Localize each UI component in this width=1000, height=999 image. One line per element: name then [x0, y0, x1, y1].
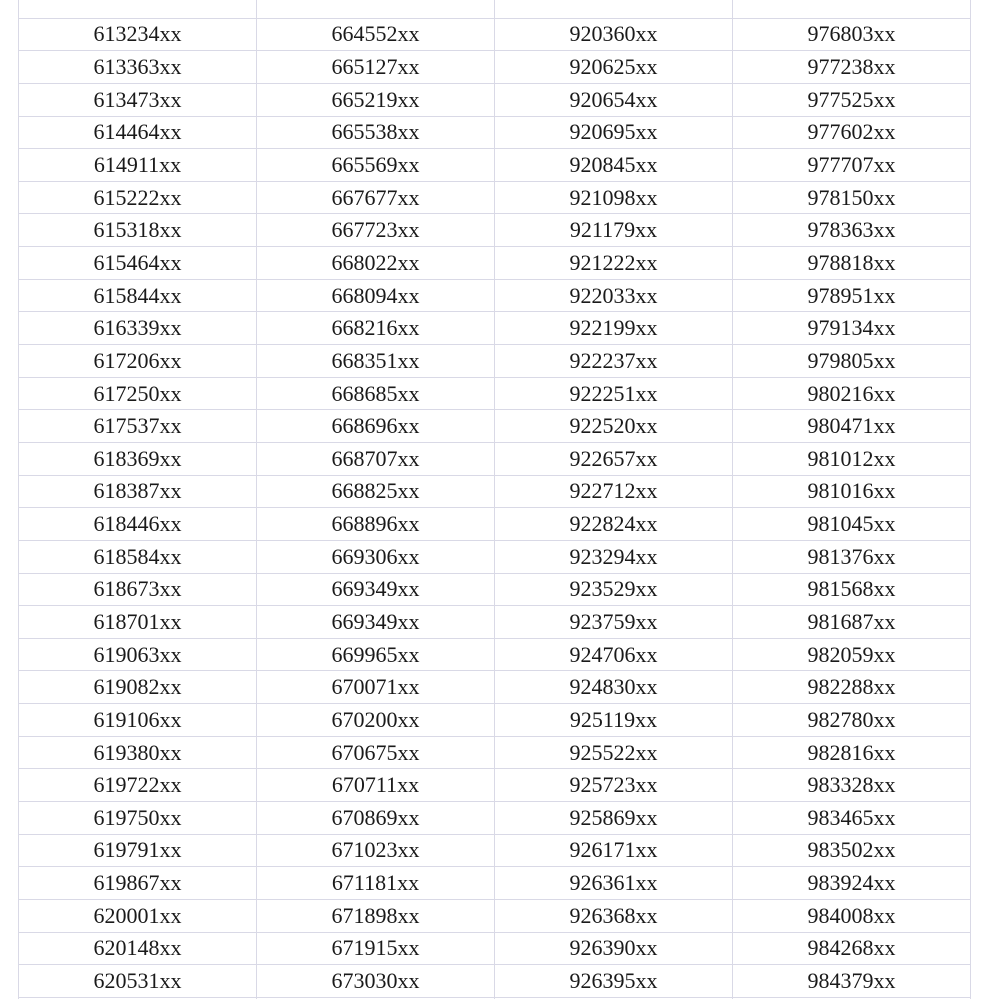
table-cell: 668022xx [257, 247, 495, 280]
table-cell: 926171xx [495, 834, 733, 867]
table-cell: 921098xx [495, 181, 733, 214]
table-cell: 615844xx [19, 279, 257, 312]
table-cell: 981568xx [733, 573, 971, 606]
table-cell: 922199xx [495, 312, 733, 345]
table-cell: 979805xx [733, 345, 971, 378]
table-cell: 619106xx [19, 704, 257, 737]
table-cell: 920654xx [495, 83, 733, 116]
table-cell: 620531xx [19, 965, 257, 998]
table-cell: 921179xx [495, 214, 733, 247]
table-cell: 981045xx [733, 508, 971, 541]
table-cell: 618446xx [19, 508, 257, 541]
table-cell: 922237xx [495, 345, 733, 378]
table-cell: 617206xx [19, 345, 257, 378]
table-cell: 616339xx [19, 312, 257, 345]
table-cell: 977602xx [733, 116, 971, 149]
table-cell: 922251xx [495, 377, 733, 410]
table-cell: 984268xx [733, 932, 971, 965]
table-cell: 671181xx [257, 867, 495, 900]
table-cell: 984379xx [733, 965, 971, 998]
table-cell: 618369xx [19, 442, 257, 475]
table-row [19, 312, 971, 345]
table-cell: 978150xx [733, 181, 971, 214]
table-cell: 669349xx [257, 606, 495, 639]
table-cell: 925119xx [495, 704, 733, 737]
table-cell: 980471xx [733, 410, 971, 443]
table-cell: 667723xx [257, 214, 495, 247]
table-cell: 982780xx [733, 704, 971, 737]
table-row [19, 965, 971, 998]
table-cell: 669306xx [257, 540, 495, 573]
table-cell: 983502xx [733, 834, 971, 867]
table-cell: 664552xx [257, 18, 495, 51]
table-cell: 925522xx [495, 736, 733, 769]
table-row [19, 214, 971, 247]
table-cell: 978818xx [733, 247, 971, 280]
table-cell: 983328xx [733, 769, 971, 802]
table-cell: 614464xx [19, 116, 257, 149]
table-cell [733, 0, 971, 18]
table-cell: 982816xx [733, 736, 971, 769]
table-cell: 670675xx [257, 736, 495, 769]
table-cell: 618673xx [19, 573, 257, 606]
table-row [19, 149, 971, 182]
table-cell: 618701xx [19, 606, 257, 639]
table-cell: 619722xx [19, 769, 257, 802]
table-row [19, 279, 971, 312]
table-cell: 619750xx [19, 802, 257, 835]
table-cell: 978951xx [733, 279, 971, 312]
table-cell: 925723xx [495, 769, 733, 802]
table-cell: 921222xx [495, 247, 733, 280]
table-cell: 980216xx [733, 377, 971, 410]
table-cell: 922824xx [495, 508, 733, 541]
table-cell: 668216xx [257, 312, 495, 345]
table-cell: 668094xx [257, 279, 495, 312]
table-cell [19, 0, 257, 18]
table-cell: 667677xx [257, 181, 495, 214]
table-cell: 671898xx [257, 899, 495, 932]
table-cell: 979134xx [733, 312, 971, 345]
table-cell: 922712xx [495, 475, 733, 508]
table-cell: 668685xx [257, 377, 495, 410]
table-cell: 671915xx [257, 932, 495, 965]
table-row [19, 410, 971, 443]
table-row [19, 508, 971, 541]
table-row [19, 377, 971, 410]
table-cell: 668825xx [257, 475, 495, 508]
table-cell: 671023xx [257, 834, 495, 867]
table-cell: 981376xx [733, 540, 971, 573]
table-cell: 665219xx [257, 83, 495, 116]
table-cell: 926390xx [495, 932, 733, 965]
table-cell: 670869xx [257, 802, 495, 835]
table-row-partial [19, 0, 971, 18]
table-cell: 920695xx [495, 116, 733, 149]
table-cell: 668351xx [257, 345, 495, 378]
table-row [19, 638, 971, 671]
table-cell: 620001xx [19, 899, 257, 932]
table-cell: 665569xx [257, 149, 495, 182]
table-cell: 977238xx [733, 51, 971, 84]
table-row [19, 834, 971, 867]
number-table [18, 0, 971, 999]
table-cell: 926368xx [495, 899, 733, 932]
table-row [19, 442, 971, 475]
table-cell: 922520xx [495, 410, 733, 443]
table-row [19, 736, 971, 769]
table-cell: 981012xx [733, 442, 971, 475]
table-cell: 922033xx [495, 279, 733, 312]
table-cell: 665538xx [257, 116, 495, 149]
table-row [19, 704, 971, 737]
table-cell: 613363xx [19, 51, 257, 84]
table-row [19, 606, 971, 639]
table-cell: 613234xx [19, 18, 257, 51]
table-row [19, 475, 971, 508]
table-row [19, 51, 971, 84]
table-row [19, 573, 971, 606]
table-cell: 619380xx [19, 736, 257, 769]
table-row [19, 247, 971, 280]
table-cell: 669965xx [257, 638, 495, 671]
table-cell: 668696xx [257, 410, 495, 443]
table-cell: 923294xx [495, 540, 733, 573]
table-cell: 981687xx [733, 606, 971, 639]
table-row [19, 181, 971, 214]
table-cell: 619791xx [19, 834, 257, 867]
table-cell: 925869xx [495, 802, 733, 835]
table-cell: 982288xx [733, 671, 971, 704]
table-row [19, 899, 971, 932]
table-cell: 668896xx [257, 508, 495, 541]
table-cell: 976803xx [733, 18, 971, 51]
table-cell: 983465xx [733, 802, 971, 835]
table-row [19, 540, 971, 573]
table-cell: 920625xx [495, 51, 733, 84]
table-cell: 620148xx [19, 932, 257, 965]
table-row [19, 345, 971, 378]
table-cell: 924830xx [495, 671, 733, 704]
table-cell: 977525xx [733, 83, 971, 116]
table-cell: 926395xx [495, 965, 733, 998]
table-cell: 922657xx [495, 442, 733, 475]
table-cell: 614911xx [19, 149, 257, 182]
table-cell: 618387xx [19, 475, 257, 508]
table-cell: 982059xx [733, 638, 971, 671]
table-row [19, 867, 971, 900]
table-cell: 983924xx [733, 867, 971, 900]
table-cell: 670200xx [257, 704, 495, 737]
table-row [19, 932, 971, 965]
table-row [19, 802, 971, 835]
table-cell: 978363xx [733, 214, 971, 247]
table-cell: 923529xx [495, 573, 733, 606]
table-cell: 619063xx [19, 638, 257, 671]
table-cell: 920845xx [495, 149, 733, 182]
table-cell [257, 0, 495, 18]
table-cell: 619082xx [19, 671, 257, 704]
table-cell: 617537xx [19, 410, 257, 443]
table-cell: 673030xx [257, 965, 495, 998]
table-cell: 670071xx [257, 671, 495, 704]
table-row [19, 83, 971, 116]
table-cell: 615464xx [19, 247, 257, 280]
table-cell: 669349xx [257, 573, 495, 606]
table-cell: 617250xx [19, 377, 257, 410]
table-row [19, 18, 971, 51]
table-cell: 665127xx [257, 51, 495, 84]
table-cell [495, 0, 733, 18]
table-cell: 981016xx [733, 475, 971, 508]
table-cell: 924706xx [495, 638, 733, 671]
table-cell: 984008xx [733, 899, 971, 932]
table-cell: 670711xx [257, 769, 495, 802]
table-cell: 926361xx [495, 867, 733, 900]
table-cell: 920360xx [495, 18, 733, 51]
table-cell: 977707xx [733, 149, 971, 182]
table-cell: 615318xx [19, 214, 257, 247]
table-body [19, 0, 971, 999]
table-row [19, 671, 971, 704]
table-cell: 613473xx [19, 83, 257, 116]
table-cell: 619867xx [19, 867, 257, 900]
table-cell: 923759xx [495, 606, 733, 639]
table-cell: 615222xx [19, 181, 257, 214]
table-row [19, 116, 971, 149]
table-cell: 618584xx [19, 540, 257, 573]
table-row [19, 769, 971, 802]
table-cell: 668707xx [257, 442, 495, 475]
